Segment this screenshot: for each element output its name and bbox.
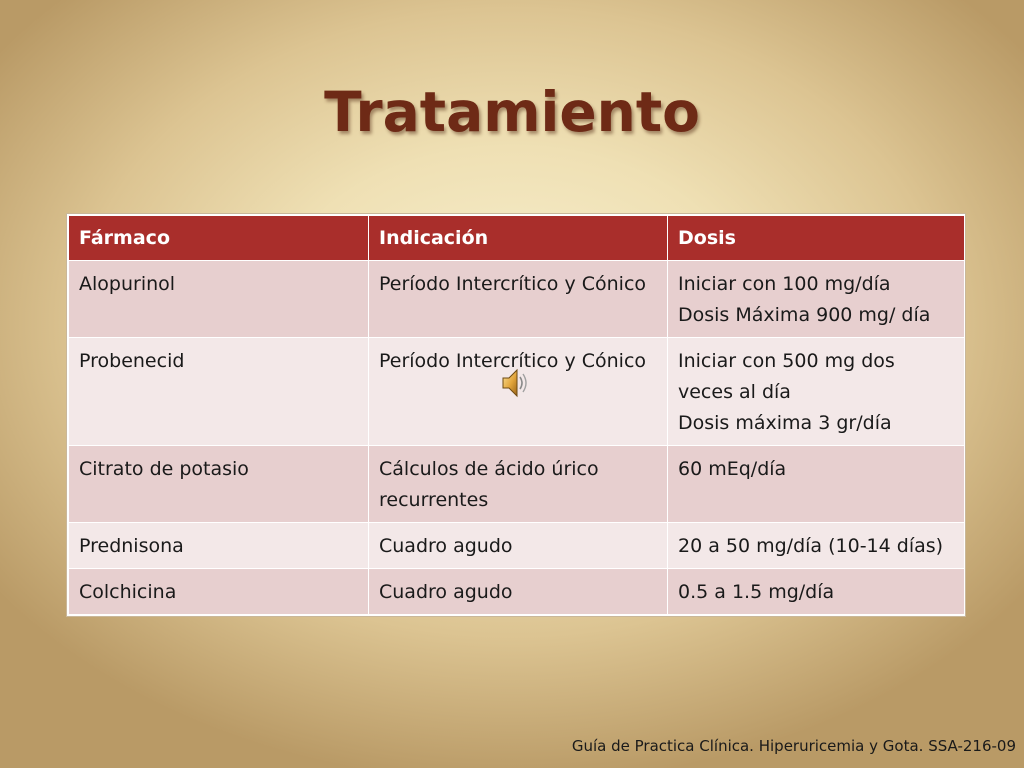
source-citation: Guía de Practica Clínica. Hiperuricemia y Gota. SSA-216-09 <box>571 737 1016 755</box>
cell-dosis <box>668 338 965 446</box>
header-dosis: Dosis <box>668 216 965 261</box>
cell-dosis <box>668 261 965 338</box>
cell-indicacion: Cuadro agudo <box>369 569 668 615</box>
table-row <box>69 261 965 338</box>
dose-line: Iniciar con 500 mg dos veces al día <box>678 350 895 403</box>
cell-indicacion: Cálculos de ácido úrico recurrentes <box>369 446 668 523</box>
cell-farmaco: Alopurinol <box>69 261 369 338</box>
table-row <box>69 569 965 615</box>
cell-dosis <box>668 523 965 569</box>
table-header-row <box>69 216 965 261</box>
dose-line: 20 a 50 mg/día (10-14 días) <box>678 535 944 557</box>
cell-farmaco: Citrato de potasio <box>69 446 369 523</box>
speaker-icon[interactable] <box>500 366 530 400</box>
cell-farmaco: Colchicina <box>69 569 369 615</box>
dose-line: Iniciar con 100 mg/día <box>678 273 891 295</box>
cell-farmaco: Probenecid <box>69 338 369 446</box>
table-row <box>69 523 965 569</box>
dose-line: Dosis Máxima 900 mg/ día <box>678 304 931 326</box>
cell-indicacion: Período Intercrítico y Cónico <box>369 261 668 338</box>
header-indicacion: Indicación <box>369 216 668 261</box>
cell-indicacion: Período Intercrítico y Cónico <box>369 338 668 446</box>
dose-line: 0.5 a 1.5 mg/día <box>678 581 835 603</box>
cell-indicacion: Cuadro agudo <box>369 523 668 569</box>
slide-title: Tratamiento <box>324 80 700 144</box>
header-farmaco: Fármaco <box>69 216 369 261</box>
treatment-table <box>67 214 965 616</box>
dose-line: 60 mEq/día <box>678 458 787 480</box>
cell-farmaco: Prednisona <box>69 523 369 569</box>
table-row <box>69 446 965 523</box>
cell-dosis <box>668 446 965 523</box>
dose-line: Dosis máxima 3 gr/día <box>678 412 892 434</box>
cell-dosis <box>668 569 965 615</box>
